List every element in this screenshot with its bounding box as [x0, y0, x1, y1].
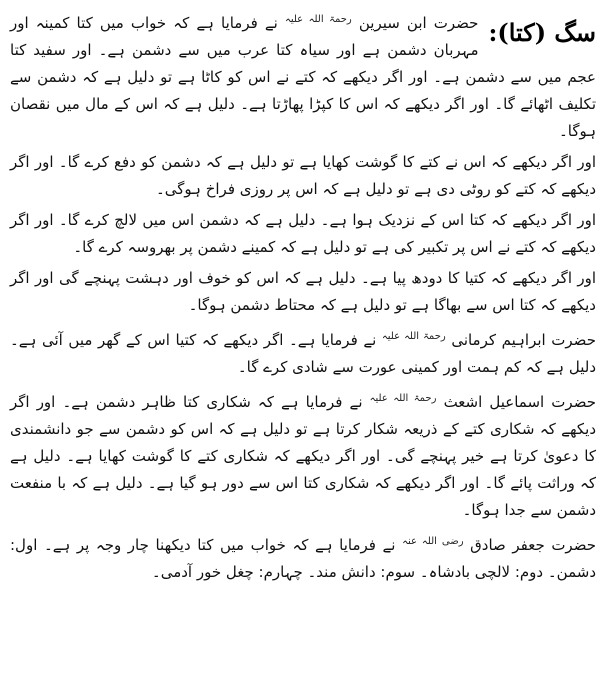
paragraph-3-text: اور اگر دیکھے کہ کتا اس کے نزدیک ہوا ہے۔ دلیل ہے کہ دشمن اس میں لالچ کرے گا۔ اور اگر دیکھے کہ کتے نے اس پر تکبیر کی ہے تو دلیل ہے کہ کمینے دشمن پر بھروسہ کرے گا۔ — [10, 211, 596, 256]
paragraph-7-text: نے فرمایا ہے کہ خواب میں کتا دیکھنا چار وجہ پر ہے۔ اول: دشمن۔ دوم: لالچی بادشاہ۔ سوم: دانش مند۔ چہارم: چغل خور آدمی۔ — [10, 536, 596, 581]
honorific-mark: رضی اللہ عنہ — [402, 536, 464, 547]
paragraph-6-text: نے فرمایا ہے کہ شکاری کتا ظاہر دشمن ہے۔ اور اگر دیکھے کہ شکاری کتے کے ذریعہ شکار کرتا ہے تو دلیل ہے کہ اس کو دشمن سے جو دانشمندی کا دعویٰ کرتا ہے خیر پہنچے گی۔ اور اگر دیکھے کہ شکاری کتے کا گوشت کھایا ہے۔ دلیل ہے کہ وراثت پائے گا۔ اور اگر دیکھے کہ شکاری کتا اس سے دور ہو گیا ہے۔ دلیل ہے کہ با منفعت دشمن سے جدا ہوگا۔ — [10, 393, 596, 519]
entry-heading: سگ (کتا): — [488, 18, 596, 47]
paragraph-5-lead: حضرت ابراہیم کرمانی — [451, 331, 596, 349]
paragraph-4 — [10, 265, 596, 319]
honorific-mark: رحمۃ اللہ علیہ — [284, 14, 352, 25]
paragraph-2-text: اور اگر دیکھے کہ اس نے کتے کا گوشت کھایا ہے تو دلیل ہے کہ دشمن کو دفع کرے گا۔ اور اگر دیکھے کہ کتے کو روٹی دی ہے تو دلیل ہے کہ اس پر روزی فراخ ہوگی۔ — [10, 153, 596, 198]
paragraph-1 — [10, 6, 596, 145]
paragraph-1-lead: حضرت ابن سیرین — [358, 14, 479, 32]
honorific-mark: رحمۃ اللہ علیہ — [381, 331, 446, 342]
honorific-mark: رحمۃ اللہ علیہ — [369, 393, 437, 404]
paragraph-5-text: نے فرمایا ہے۔ اگر دیکھے کہ کتیا اس کے گھر میں آئی ہے۔ دلیل ہے کہ کم ہمت اور کمینی عورت سے شادی کرے گا۔ — [10, 331, 596, 376]
paragraph-2 — [10, 149, 596, 203]
paragraph-6-lead: حضرت اسماعیل اشعث — [443, 393, 596, 411]
paragraph-3 — [10, 207, 596, 261]
paragraph-1-text: نے فرمایا ہے کہ خواب میں کتا کمینہ اور مہربان دشمن ہے اور سیاہ کتا عرب میں سے دشمن ہے۔ اور سفید کتا عجم میں سے دشمن ہے۔ اور اگر دیکھے کہ کتے نے اس کو کاٹا ہے تو دلیل ہے کہ دشمن سے تکلیف اٹھائے گا۔ اور اگر دیکھے کہ اس کا کپڑا پھاڑتا ہے۔ دلیل ہے کہ اس کے مال میں نقصان ہوگا۔ — [10, 14, 596, 140]
paragraph-5 — [10, 323, 596, 381]
paragraph-4-text: اور اگر دیکھے کہ کتیا کا دودھ پیا ہے۔ دلیل ہے کہ اس کو خوف اور دہشت پہنچے گی اور اگر دیکھے کہ کتا اس سے بھاگا ہے تو دلیل ہے کہ محتاط دشمن ہوگا۔ — [10, 269, 596, 314]
paragraph-6 — [10, 385, 596, 524]
paragraph-7-lead: حضرت جعفر صادق — [470, 536, 596, 554]
paragraph-7 — [10, 528, 596, 586]
